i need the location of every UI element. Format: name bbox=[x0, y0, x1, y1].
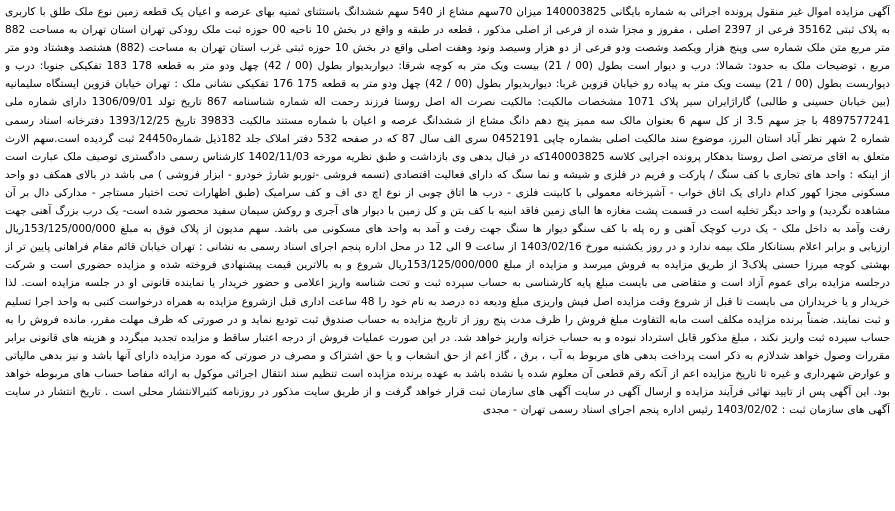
auction-notice bbox=[5, 3, 890, 508]
auction-notice-text: آگهی مزایده اموال غیر منقول پرونده اجرائی به شماره بایگانی 140003825 میزان 70سهم مشاع از 540 سهم ششدانگ باستثنای ثمنیه بهای عرصه و اعیان یک قطعه زمین نوع ملک طلق با کاربری به پلاک ثبتی 35162 فرعی از 2397 اصلی ، مفروز و مجزا شده از فرعی از اصلی مذکور ، قطعه در طبقه و واقع در بخش 10 ناحیه 00 حوزه ثبت ملک رودکی تهران استان تهران به مساحت 882 متر مربع متن ملک شماره سی وپنج هزار ویکصد وشصت ودو فرعی از دو هزار وسیصد ونود وهفت اصلی واقع در بخش 10 حوزه ثبتی غرب استان تهران به مساحت (882) هشتصد وهشتاد ودو متر مربع ، توضیحات ملک به حدود: شمالا: درب و دیوار است بطول (00 / 21) بیست ویک متر به کوچه شرقا: دیواربدیوار بطول (00 / 42) چهل ودو متر به قطعه 178 183 تفکیکی جنوبا: درب و دیواربست بطول (00 / 21) بیست ویک متر به پیاده رو خیابان قزوین غربا: دیواربدیوار بطول (00 / 42) چهل ودو متر به قطعه 175 176 تفکیکی نشانی ملک : تهران خیابان قزوین ایستگاه سلیمانیه (بین خیابان حسینی و طالبی) گاراژایران سیر پلاک 1071 مشخصات مالکیت: مالکیت نصرت اله اصل روستا فرزند رحمت اله شماره شناسنامه 867 تاریخ تولد 1306/09/01 دارای شماره ملی 4897577241 با جز سهم 3.5 از کل سهم 6 بعنوان مالک سه ممیز پنج دهم دانگ مشاع از ششدانگ عرصه و اعیان با شماره مستند مالکیت 39833 تاریخ 1393/12/25 دفترخانه اسناد رسمی شماره 2 شهر نظر آباد استان البرز، موضوع سند مالکیت اصلی بشماره چاپی 0452191 سری الف سال 87 که در صفحه 532 دفتر املاک جلد 182ذیل شماره24450 ثبت گردیده است.سهم الارث متعلق به اقای مرتضی اصل روستا بدهکار پرونده اجرایی کلاسه 140003825که در قبال بدهی وی بازداشت و طبق نظریه مورخه 1402/11/03 کارشناس رسمی دادگستری توصیف ملک عبارت است از اینکه : واحد های تجاری با کف سنگ / پارکت و فریم در فلزی و شیشه و نما سنگ که دارای فعالیت اقتصادی (تسمه فروشی -توربو شارژ خودرو - ابزار فروشی ) می باشد در بالای همکف دو واحد مسکونی مجزا کهور کدام دارای یک اتاق خواب - آشپزخانه معمولی با کابینت فلزی - درب ها اتاق چوبی از نوع اچ دی اف و کف سرامیک (طبق اظهارات تحت اختیار مستاجر - مدارکی دال بر آن مشاهده نگردید) و واحد دیگر تخلیه است در قسمت پشت مغازه ها البای زمین فاقد ابنیه با کف بتن و کل زمین با دیوار های آجری و روکش سیمان سفید محصور شده است- یک درب بزرگ آهنی جهت رفت وآمد به داخل ملک - یک درب کوچک آهنی و ره پله با کف سنگو دیوار ها سنگ جهت رفت و آمد به واحد های مسکونی می باشد. سهم مدیون از پلاک فوق به مبلغ 153/125/000/000ریال ارزیابی و برابر اعلام بستانکار ملک بیمه ندارد و در روز یکشنبه مورخ 1403/02/16 از ساعت 9 الی 12 در محل اداره پنجم اجرای اسناد رسمی به نشانی : تهران خیابان قائم مقام فراهانی پایین تر از بهشتی کوچه میرزا حسنی پلاک3 از طریق مزایده به فروش میرسد و مزایده از مبلغ 153/125/000/000ریال شروع و به بالاترین قیمت پیشنهادی فروخته شده و مزایده حضوری است و شرکت درجلسه مزایده برای عموم آزاد است و متقاضی می بایست مبلغ پایه کارشناسی به حساب سپرده ثبت و تحت شناسه واریز اعلامی و حضور خریدار یا نماینده قانونی او در جلسه مزایده است. لذا خریدار و یا خریداران می بایست تا قبل از شروع وقت مزایده اصل فیش واریزی مبلغ ودیعه ده درصد به نام خود را 48 ساعت اداری قبل ازشروع مزایده به همراه درخواست کتبی به واحد اجرا تسلیم و ثبت نمایند. ضمناً برنده مزایده مکلف است مابه التفاوت مبلغ فروش را ظرف مدت پنج روز از تاریخ مزایده به حساب صندوق ثبت تودیع نماید و در صورتی که ظرف مهلت مقرر، مانده فروش را به حساب سپرده ثبت واریز نکند ، مبلغ مذکور قابل استرداد نبوده و به حساب خزانه واریز خواهد شد. در این صورت عملیات فروش از درجه اعتبار ساقط و مزایده تجدید میگردد و هزینه های قانونی برابر مقررات وصول خواهد شدلازم به ذکر است پرداخت بدهی های مربوط به آب ، برق ، گاز اعم از حق انشعاب و یا حق اشتراک و مصرف در صورتی که مورد مزایده دارای آنها باشد و نیز بدهی مالیاتی و عوارض شهرداری و غیره تا تاریخ مزایده اعم از آنکه رقم قطعی آن معلوم شده یا نشده باشد به عهده برنده مزایده است تنظیم سند انتقال اجرائی موکول به ارائه مفاصا حساب های مربوطه خواهد بود. این آگهی پس از تایید نهائی فرآیند مزایده و ارسال آگهی در سایت آگهی های سازمان ثبت قرار خواهد گرفت و از طریق سایت مذکور در روزنامه کثیرالانتشار محلی است . تاریخ انتشار در سایت آگهی های سازمان ثبت : 1403/02/02 رئیس اداره پنجم اجرای اسناد رسمی تهران - مجدی bbox=[5, 6, 890, 417]
